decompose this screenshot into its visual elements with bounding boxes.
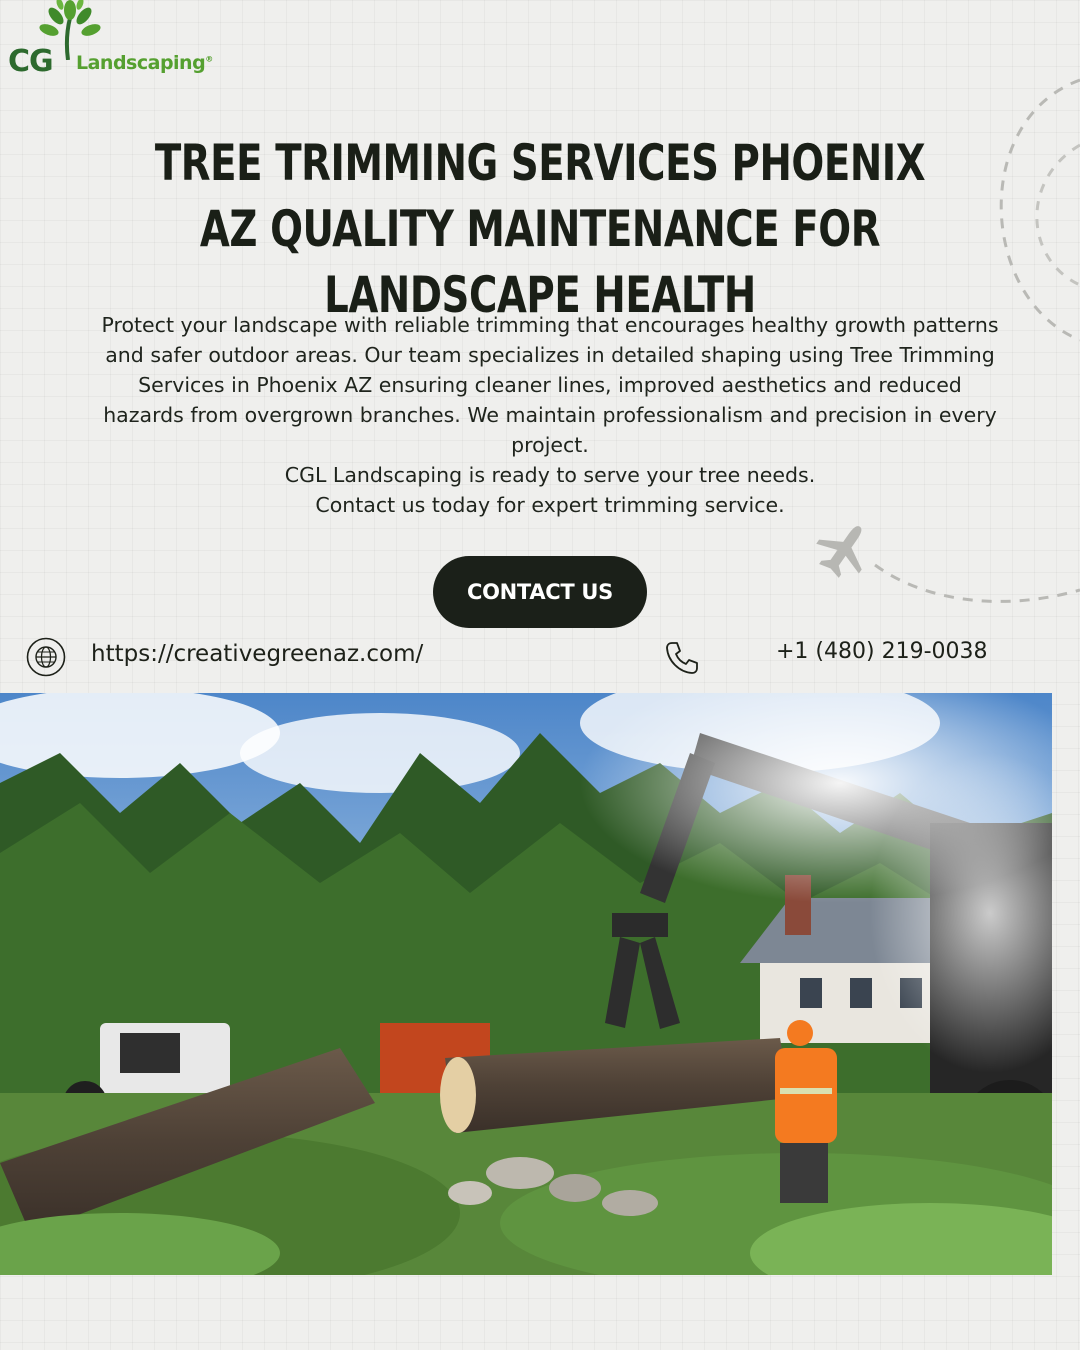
logo-word: Landscaping bbox=[76, 52, 206, 74]
contact-line: Contact us today for expert trimming service. bbox=[315, 493, 785, 517]
logo-prefix: CG bbox=[8, 44, 53, 79]
airplane-icon bbox=[808, 512, 882, 586]
phone-number[interactable]: +1 (480) 219-0038 bbox=[776, 639, 988, 664]
service-description bbox=[100, 310, 1000, 520]
ready-line: CGL Landscaping is ready to serve your tree needs. bbox=[284, 463, 816, 487]
globe-icon bbox=[26, 637, 66, 677]
page-headline: TREE TRIMMING SERVICES PHOENIX AZ QUALITY MAINTENANCE FOR LANDSCAPE HEALTH bbox=[154, 134, 926, 324]
phone-icon bbox=[664, 640, 700, 676]
brand-logo bbox=[4, 0, 224, 92]
contact-us-button[interactable]: CONTACT US bbox=[433, 556, 647, 628]
logo-wordmark bbox=[76, 52, 213, 74]
description-paragraph: Protect your landscape with reliable trimming that encourages healthy growth patterns and safer outdoor areas. Our team specializes in detailed shaping using Tree Trimming Services in Phoenix AZ ensuring cleaner lines, improved aesthetics and reduced hazards from overgrown branches. We maintain professionalism and precision in every project. bbox=[101, 313, 999, 457]
logo-registered-mark: ® bbox=[205, 54, 213, 64]
website-link[interactable]: https://creativegreenaz.com/ bbox=[91, 641, 424, 667]
tree-removal-photo bbox=[0, 693, 1052, 1275]
